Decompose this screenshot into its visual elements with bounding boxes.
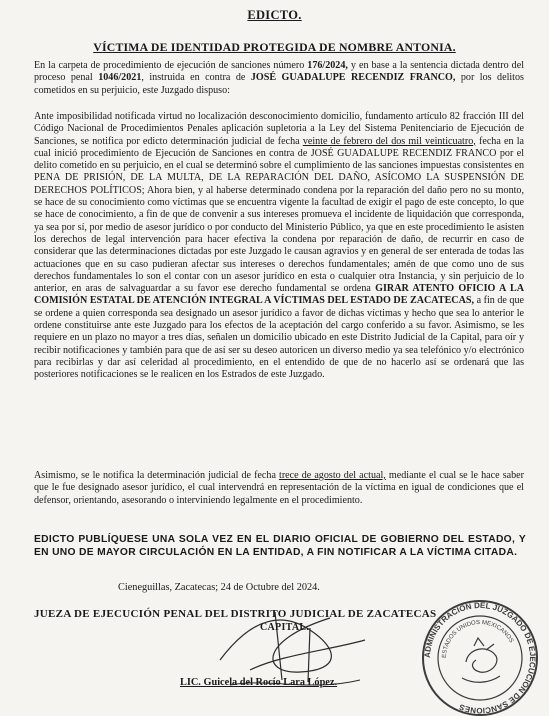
- seal-inner-text: ESTADOS UNIDOS MEXICANOS: [441, 619, 515, 659]
- body-paragraph: [34, 111, 524, 382]
- text-run: mediante el cual se le hace saber que le fue designado asesor jurídico, el cual intervendrá en representación de la víctima en igual de condiciones que el defensor, orientando, asesorando o interviniendo legalmente en el procedimiento.: [34, 470, 524, 506]
- case-number: 176/2024,: [307, 60, 348, 71]
- process-number: 1046/2021: [98, 72, 142, 84]
- intro-paragraph: [34, 60, 524, 97]
- place-date: Cieneguillas, Zacatecas; 24 de Octubre del 2024.: [118, 582, 320, 593]
- judge-title: [34, 607, 474, 635]
- notice-date: trece de agosto del actual,: [279, 470, 386, 481]
- document-subtitle: VÍCTIMA DE IDENTIDAD PROTEGIDA DE NOMBRE ANTONIA.: [93, 40, 456, 54]
- court-seal-icon: [418, 600, 542, 716]
- defendant-name: JOSÉ GUADALUPE RECENDIZ FRANCO,: [250, 72, 456, 84]
- text-run: a fin de que se ordene a quien corresponda sea designado un asesor jurídico a favor de dichas víctimas y hecho que sea lo anterior le ordene constituirse ante este Juzgado para los efectos de la aceptación del cargo conferido a su favor. Asimismo, se les requiere en un plazo no mayor a tres días, señalen un domicilio ubicado en este Distrito Judicial de la Capital, para oír y recibir notificaciones y también para que de así ser su deseo autoricen un diverso medio ya sea telefónico y/o electrónico para recibirlas y dar así celeridad al procedimiento, en el entendido de que de no hacerlo así se ordenará que las posteriores notificaciones se le realicen en los Estrados de este Juzgado.: [34, 295, 524, 381]
- judge-title-line2: CAPITAL.: [260, 622, 310, 633]
- seal-outer-text: ADMINISTRACIÓN DEL JUZGADO DE EJECUCIÓN DE SANCIONES: [422, 600, 538, 716]
- text-run: En la carpeta de procedimiento de ejecución de sanciones número: [34, 60, 308, 71]
- publication-order: EDICTO PUBLÍQUESE UNA SOLA VEZ EN EL DIARIO OFICIAL DE GOBIERNO DEL ESTADO, Y EN UNO DE MAYOR CIRCULACIÓN EN LA ENTIDAD, A FIN NOTIFICAR A LA VÍCTIMA CITADA.: [34, 534, 526, 559]
- text-run: fecha en la cual inició procedimiento de Ejecución de Sanciones en contra de JOSÉ GUADALUPE RECENDIZ FRANCO por el delito cometido en su perjuicio, en el cual se determinó sobre el cumplimiento de las sanciones impuestas consistentes en PENA DE PRISIÓN, DE LA MULTA, DE LA REPARACIÓN DEL DAÑO, ASÍCOMO LA SUSPENSIÓN DE DERECHOS POLÍTICOS; Ahora bien, y al haberse determinado condena por la reparación del daño pero no su monto, se hace de su conocimiento como víctimas que se encuentra vigente la facultad de exigir el pago de este concepto, lo que se hace de conocimiento, a fin de que de convenir a sus intereses promueva el incidente de liquidación que corresponda, ya sea por sí, por medio de asesor jurídico o por conducto del Ministerio Público, ya que en este procedimiento le asisten los derechos de legal intervención para hacer efectiva la condena por reparación de daño, de recurrir en caso de considerar que las determinaciones dictadas por este Juzgado le causan agravios y en general de ser enterada de todas las actuaciones que en su caso pudieran afectar sus intereses o derechos fundamentales; amén de que como uno de sus derechos fundamentales lo son el contar con un asesor jurídico en esta o cualquier otra Instancia, y sin perjuicio de lo anterior, en aras de salvaguardar a su favor ese derecho fundamental se ordena: [34, 135, 525, 295]
- resolution-date: veinte de febrero del dos mil veinticuatro,: [302, 135, 476, 147]
- text-run: por los delitos cometidos en su perjuicio, este Juzgado dispuso:: [34, 72, 524, 96]
- document-title: EDICTO.: [247, 8, 302, 22]
- signer-name: LIC. Guicela del Rocío Lara López.: [180, 677, 338, 688]
- order-highlight: GIRAR ATENTO OFICIO A LA COMISIÓN ESTATAL DE ATENCIÓN INTEGRAL A VÍCTIMAS DEL ESTADO DE ZACATECAS,: [34, 283, 524, 307]
- text-run: , instruida en contra de: [141, 72, 251, 84]
- notice-paragraph: [34, 470, 524, 507]
- text-run: y en base a la sentencia dictada dentro del proceso penal: [34, 60, 525, 84]
- text-run: Asimismo, se le notifica la determinación judicial de fecha: [34, 470, 280, 481]
- text-run: Ante imposibilidad notificada virtud no localización desconocimiento domicilio, fundamento artículo 82 fracción III del Código Nacional de Procedimientos Penales aplicación supletoria a la Ley del Sistema Penitenciario de Ejecución de Sanciones, se notifica por edicto determinación judicial de fecha: [34, 111, 524, 147]
- judge-title-line1: JUEZA DE EJECUCIÓN PENAL DEL DISTRITO JUDICIAL DE ZACATECAS: [34, 608, 437, 620]
